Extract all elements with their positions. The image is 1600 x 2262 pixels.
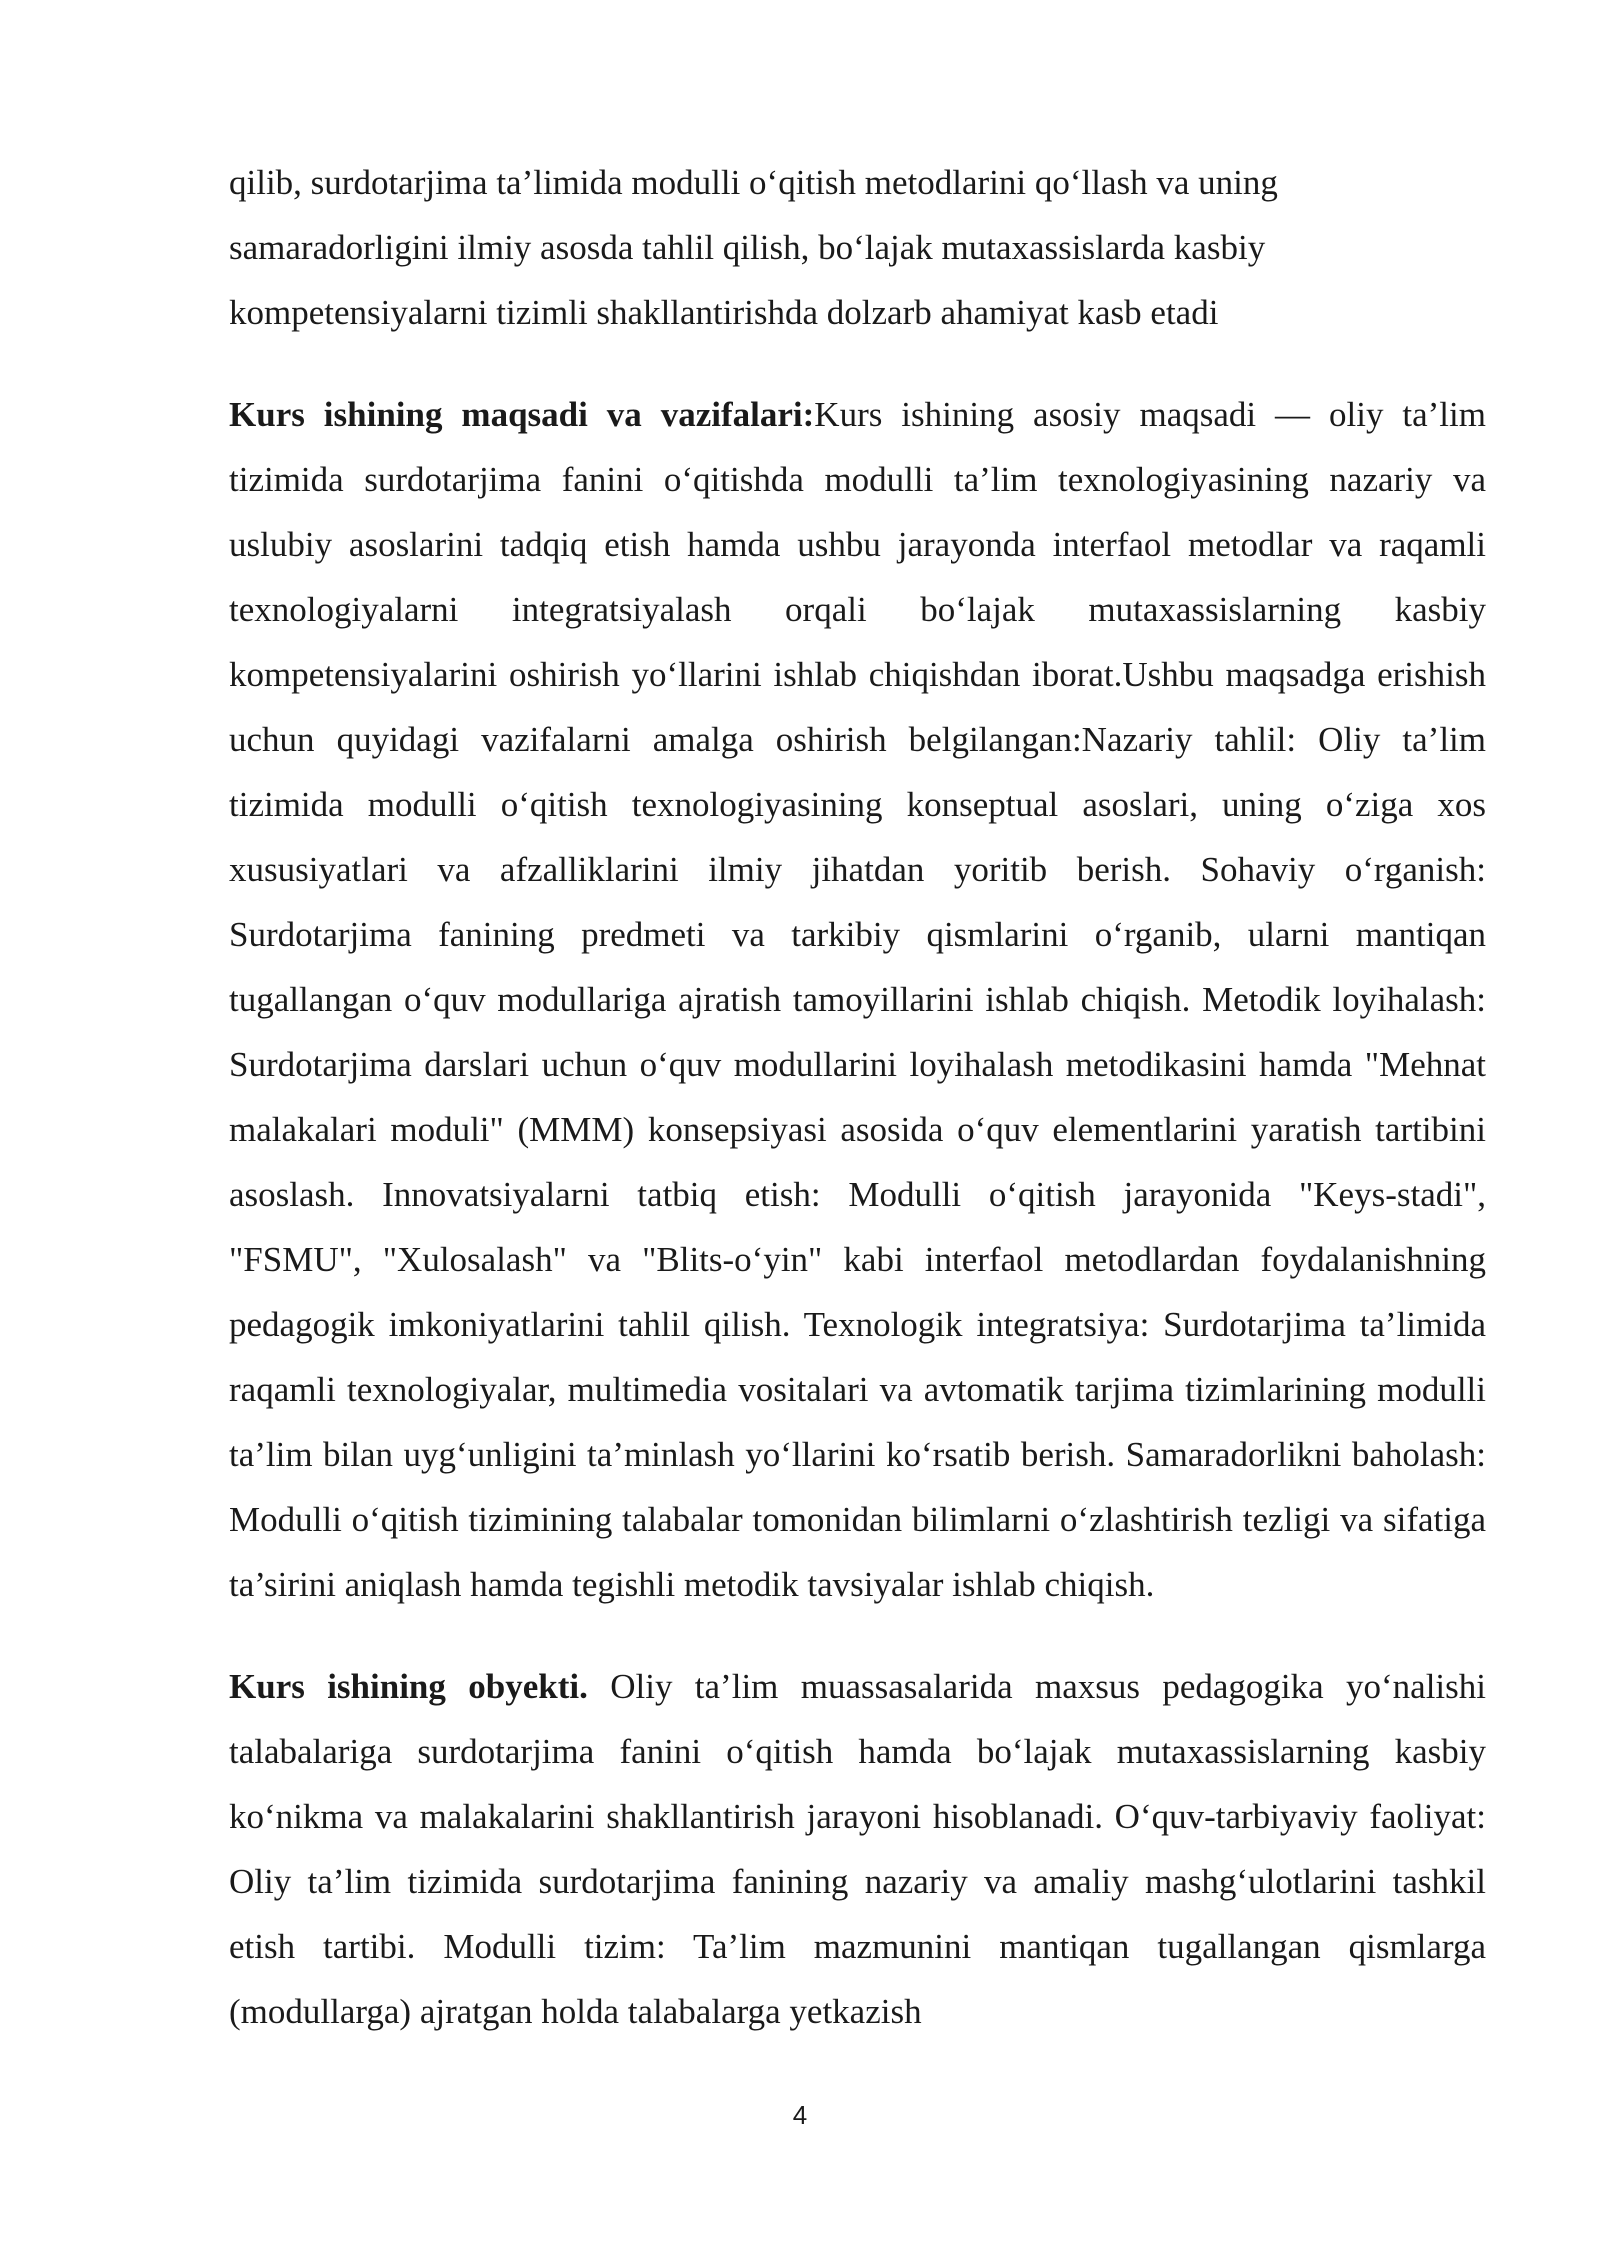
paragraph-text: qilib, surdotarjima ta’limida modulli o‘qitish metodlarini qo‘llash va uning samaradorligini ilmiy asosda tahlil qilish, bo‘lajak mutaxassislarda kasbiy kompetensiyalarni tizimli shakllantirishda dolzarb ahamiyat kasb etadi [229,163,1278,332]
paragraph-goals-and-tasks [229,382,1486,1617]
paragraph-object [229,1654,1486,2044]
section-heading-object: Kurs ishining obyekti. [229,1667,588,1706]
document-page [229,150,1486,2044]
page-number: 4 [792,2100,808,2130]
section-heading-goals: Kurs ishining maqsadi va vazifalari: [229,395,815,434]
paragraph-text: Oliy ta’lim muassasalarida maxsus pedagogika yo‘nalishi talabalariga surdotarjima fanini o‘qitish hamda bo‘lajak mutaxassislarning kasbiy ko‘nikma va malakalarini shakllantirish jarayoni hisoblanadi. O‘quv-tarbiyaviy faoliyat: Oliy ta’lim tizimida surdotarjima fanining nazariy va amaliy mashg‘ulotlarini tashkil etish tartibi. Modulli tizim: Ta’lim mazmunini mantiqan tugallangan qismlarga (modullarga) ajratgan holda talabalarga yetkazish [229,1667,1486,2031]
paragraph-intro-continuation [229,150,1486,345]
paragraph-text: Kurs ishining asosiy maqsadi — oliy ta’lim tizimida surdotarjima fanini o‘qitishda modulli ta’lim texnologiyasining nazariy va uslubiy asoslarini tadqiq etish hamda ushbu jarayonda interfaol metodlar va raqamli texnologiyalarni integratsiyalash orqali bo‘lajak mutaxassislarning kasbiy kompetensiyalarini oshirish yo‘llarini ishlab chiqishdan iborat.Ushbu maqsadga erishish uchun quyidagi vazifalarni amalga oshirish belgilangan:Nazariy tahlil: Oliy ta’lim tizimida modulli o‘qitish texnologiyasining konseptual asoslari, uning o‘ziga xos xususiyatlari va afzalliklarini ilmiy jihatdan yoritib berish. Sohaviy o‘rganish: Surdotarjima fanining predmeti va tarkibiy qismlarini o‘rganib, ularni mantiqan tugallangan o‘quv modullariga ajratish tamoyillarini ishlab chiqish. Metodik loyihalash: Surdotarjima darslari uchun o‘quv modullarini loyihalash metodikasini hamda "Mehnat malakalari moduli" (MMM) konsepsiyasi asosida o‘quv elementlarini yaratish tartibini asoslash. Innovatsiyalarni tatbiq etish: Modulli o‘qitish jarayonida "Keys-stadi", "FSMU", "Xulosalash" va "Blits-o‘yin" kabi interfaol metodlardan foydalanishning pedagogik imkoniyatlarini tahlil qilish. Texnologik integratsiya: Surdotarjima ta’limida raqamli texnologiyalar, multimedia vositalari va avtomatik tarjima tizimlarining modulli ta’lim bilan uyg‘unligini ta’minlash yo‘llarini ko‘rsatib berish. Samaradorlikni baholash: Modulli o‘qitish tizimining talabalar tomonidan bilimlarni o‘zlashtirish tezligi va sifatiga ta’sirini aniqlash hamda tegishli metodik tavsiyalar ishlab chiqish. [229,395,1486,1604]
